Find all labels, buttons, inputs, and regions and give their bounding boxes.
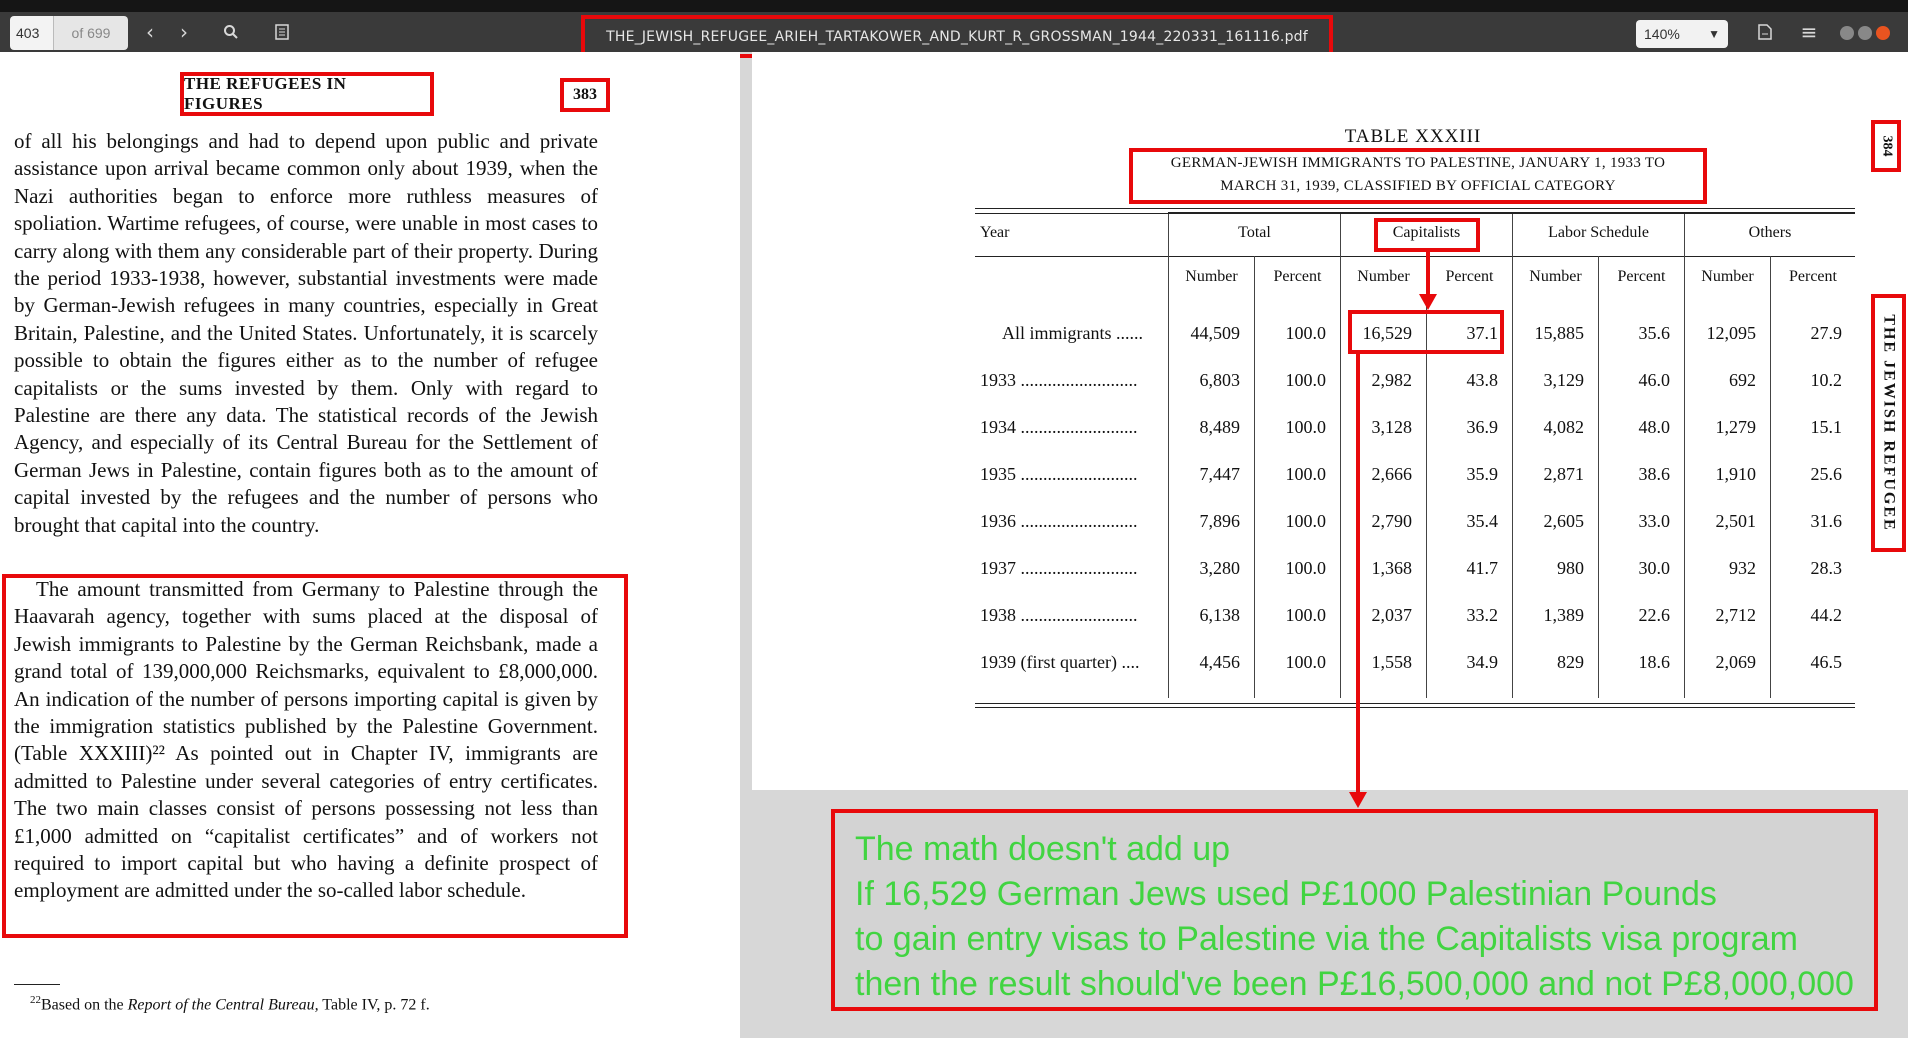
table-cell: 2,037 <box>1371 605 1412 625</box>
table-cell: 33.2 <box>1466 605 1498 625</box>
subcol-number: Number <box>1701 268 1754 285</box>
table-cell: 30.0 <box>1638 558 1670 578</box>
table-title: TABLE XXXIII <box>1344 126 1482 147</box>
arrow-shaft-1 <box>1426 252 1430 296</box>
table-cell: 7,447 <box>1199 464 1240 484</box>
table-cell: 38.6 <box>1638 464 1670 484</box>
table-cell: 829 <box>1557 652 1584 672</box>
chevron-right-icon[interactable]: › <box>180 20 188 44</box>
subcol-percent: Percent <box>1789 268 1837 285</box>
table-cell: 4,456 <box>1199 652 1240 672</box>
table-cell: 22.6 <box>1638 605 1670 625</box>
table-cell: 2,982 <box>1371 370 1412 390</box>
table-cell: 35.6 <box>1638 323 1670 343</box>
row-year: 1936 .......................... <box>980 511 1138 531</box>
table-cell: 100.0 <box>1285 370 1326 390</box>
table-cell: 100.0 <box>1285 417 1326 437</box>
table-cell: 31.6 <box>1810 511 1842 531</box>
menu-icon[interactable]: ≡ <box>1800 20 1818 44</box>
row-year: All immigrants ...... <box>1002 323 1143 343</box>
zoom-value: 140% <box>1644 26 1680 42</box>
table-cell: 12,095 <box>1706 323 1756 343</box>
side-title: THE JEWISH REFUGEE <box>1880 314 1898 532</box>
subcol-percent: Percent <box>1617 268 1666 285</box>
table-cell: 35.9 <box>1466 464 1498 484</box>
footnote-post: Table IV, p. 72 f. <box>318 996 430 1014</box>
group-header-labor: Labor Schedule <box>1548 224 1649 241</box>
table-cell: 25.6 <box>1810 464 1842 484</box>
table-cell: 6,138 <box>1199 605 1240 625</box>
table-cell: 2,501 <box>1715 511 1756 531</box>
table-cell: 3,128 <box>1371 417 1412 437</box>
table-cell: 100.0 <box>1285 464 1326 484</box>
table-cell: 15,885 <box>1534 323 1584 343</box>
table-cell: 27.9 <box>1810 323 1842 343</box>
footnote-source: Report of the Central Bureau, <box>127 996 319 1014</box>
running-head: THE REFUGEES IN FIGURES <box>180 72 434 116</box>
subcol-number: Number <box>1357 268 1410 285</box>
table-cell: 35.4 <box>1466 511 1498 531</box>
subcol-number: Number <box>1185 268 1238 285</box>
group-header-others: Others <box>1748 224 1792 241</box>
arrow-head-1 <box>1419 294 1437 310</box>
close-button[interactable] <box>1876 26 1890 40</box>
table-cell: 100.0 <box>1285 323 1326 343</box>
chevron-left-icon[interactable]: ‹ <box>146 20 154 44</box>
table-cell: 100.0 <box>1285 558 1326 578</box>
table-cell: 37.1 <box>1466 323 1498 343</box>
table-cell: 33.0 <box>1638 511 1670 531</box>
capitalists-highlight-box <box>1374 218 1480 252</box>
side-page-number-box <box>1871 120 1901 172</box>
table-cell: 44,509 <box>1190 323 1240 343</box>
save-icon[interactable] <box>1753 20 1777 44</box>
table-cell: 980 <box>1557 558 1584 578</box>
table-rule-bottom <box>975 703 1855 704</box>
table-cell: 16,529 <box>1362 323 1412 343</box>
table-cell: 28.3 <box>1810 558 1842 578</box>
table-rule-header <box>975 256 1855 257</box>
table-cell: 48.0 <box>1638 417 1670 437</box>
table-cell: 18.6 <box>1638 652 1670 672</box>
table-cell: 46.5 <box>1810 652 1842 672</box>
table-cell: 1,910 <box>1715 464 1756 484</box>
table-rule-top <box>975 208 1855 209</box>
table-cell: 692 <box>1729 370 1756 390</box>
table-rule-group <box>1168 212 1855 213</box>
table-cell: 10.2 <box>1810 370 1842 390</box>
row-year: 1933 .......................... <box>980 370 1138 390</box>
row-year: 1939 (first quarter) .... <box>980 652 1140 672</box>
table-cell: 36.9 <box>1466 417 1498 437</box>
minimize-button[interactable] <box>1840 26 1854 40</box>
row-year: 1934 .......................... <box>980 417 1138 437</box>
table-cell: 100.0 <box>1285 511 1326 531</box>
table-cell: 1,279 <box>1715 417 1756 437</box>
subcol-number: Number <box>1529 268 1582 285</box>
table-cell: 46.0 <box>1638 370 1670 390</box>
capitalists-total-highlight-box <box>1348 310 1504 354</box>
footnote-pre: Based on the <box>41 996 128 1014</box>
col-header-year: Year <box>980 224 1010 241</box>
row-year: 1937 .......................... <box>980 558 1138 578</box>
chevron-down-icon: ▼ <box>1708 27 1720 41</box>
footnote-mark: 22 <box>30 994 41 1006</box>
table-cell: 1,389 <box>1543 605 1584 625</box>
table-cell: 932 <box>1729 558 1756 578</box>
table-cell: 2,712 <box>1715 605 1756 625</box>
document-icon[interactable] <box>270 20 294 44</box>
page-navigator <box>10 16 128 50</box>
table-cell: 15.1 <box>1810 417 1842 437</box>
table-cell: 7,896 <box>1199 511 1240 531</box>
caption-line-1: GERMAN-JEWISH IMMIGRANTS TO PALESTINE, JANUARY 1, 1933 TO <box>1170 155 1666 171</box>
group-header-capitalists: Capitalists <box>1392 224 1461 241</box>
row-year: 1938 .......................... <box>980 605 1138 625</box>
table-cell: 2,069 <box>1715 652 1756 672</box>
table-cell: 2,790 <box>1371 511 1412 531</box>
table-rule-top-2 <box>975 213 1855 214</box>
table-cell: 2,666 <box>1371 464 1412 484</box>
subcol-percent: Percent <box>1445 268 1494 285</box>
annotation-box <box>831 809 1878 1011</box>
side-page-number: 384 <box>1879 135 1894 157</box>
table-cell: 2,605 <box>1543 511 1584 531</box>
caption-line-2: MARCH 31, 1939, CLASSIFIED BY OFFICIAL CATEGORY <box>1220 178 1616 194</box>
table-cell: 3,129 <box>1543 370 1584 390</box>
table-cell: 41.7 <box>1466 558 1498 578</box>
annotation-line-4: then the result should've been P£16,500,000 and not P£8,000,000 <box>855 965 1854 1003</box>
paragraph-2: The amount transmitted from Germany to Palestine through the Haavarah agency, together with sums placed at the disposal of Jewish immigrants to Palestine by the German Reichsbank, made a grand total of 139,000,000 Reichsmarks, equivalent to £8,000,000. An indication of the number of persons importing capital is given by the immigration statistics published by the Palestine Government. (Table XXXIII)²² As pointed out in Chapter IV, immigrants are admitted to Palestine under several categories of entry certificates. The two main classes consist of persons possessing not less than £1,000 admitted on “capitalist certificates” and of workers not required to import capital but who having a definite prospect of employment are admitted under the so-called labor schedule. <box>14 577 598 903</box>
arrow-head-2 <box>1349 792 1367 808</box>
side-title-box <box>1871 294 1906 552</box>
table-cell: 100.0 <box>1285 652 1326 672</box>
page-number-input[interactable]: 403 <box>10 16 54 50</box>
document-title: THE_JEWISH_REFUGEE_ARIEH_TARTAKOWER_AND_KURT_R_GROSSMAN_1944_220331_161116.pdf <box>581 15 1333 58</box>
table-cell: 8,489 <box>1199 417 1240 437</box>
table-cell: 100.0 <box>1285 605 1326 625</box>
annotation-line-3: to gain entry visas to Palestine via the Capitalists visa program <box>855 920 1799 958</box>
table-rule-bottom-2 <box>975 707 1855 708</box>
table-cell: 2,871 <box>1543 464 1584 484</box>
row-year: 1935 .......................... <box>980 464 1138 484</box>
table-cell: 4,082 <box>1543 417 1584 437</box>
table-cell: 1,368 <box>1371 558 1412 578</box>
table-cell: 1,558 <box>1371 652 1412 672</box>
table-cell: 44.2 <box>1810 605 1842 625</box>
zoom-select[interactable] <box>1636 20 1728 48</box>
search-icon[interactable] <box>219 20 243 44</box>
subcol-percent: Percent <box>1273 268 1322 285</box>
group-header-total: Total <box>1238 224 1271 241</box>
footnote-rule <box>14 984 60 985</box>
annotation-line-2: If 16,529 German Jews used P£1000 Palestinian Pounds <box>855 875 1717 913</box>
footnote <box>30 994 430 1014</box>
table-cell: 34.9 <box>1466 652 1498 672</box>
table-cell: 43.8 <box>1466 370 1498 390</box>
table-caption <box>1133 152 1703 198</box>
table-cell: 3,280 <box>1199 558 1240 578</box>
annotation-line-1: The math doesn't add up <box>855 830 1231 868</box>
arrow-shaft-2 <box>1356 354 1360 794</box>
table-cell: 6,803 <box>1199 370 1240 390</box>
paragraph-1: of all his belongings and had to depend upon public and private assistance upon arrival became common only about 1939, when the Nazi authorities began to enforce more ruthless measures of spoliation. Wartime refugees, of course, were unable in most cases to carry along with them any considerable part of their property. During the period 1933-1938, however, substantial investments were made by German-Jewish refugees in many countries, especially in Great Britain, Palestine, and the United States. Unfortunately, it is scarcely possible to obtain the figures either as to the number of refugee capitalists or the sums invested by them. Only with regard to Palestine are there any data. The statistical records of the Jewish Agency, and especially of its Central Bureau for the Settlement of German Jews in Palestine, contain figures both as to the amount of capital invested by the refugees and the number of persons who brought that capital into the country. <box>14 129 598 537</box>
maximize-button[interactable] <box>1858 26 1872 40</box>
page-total-label: of 699 <box>54 16 128 50</box>
page-number: 383 <box>560 78 610 112</box>
